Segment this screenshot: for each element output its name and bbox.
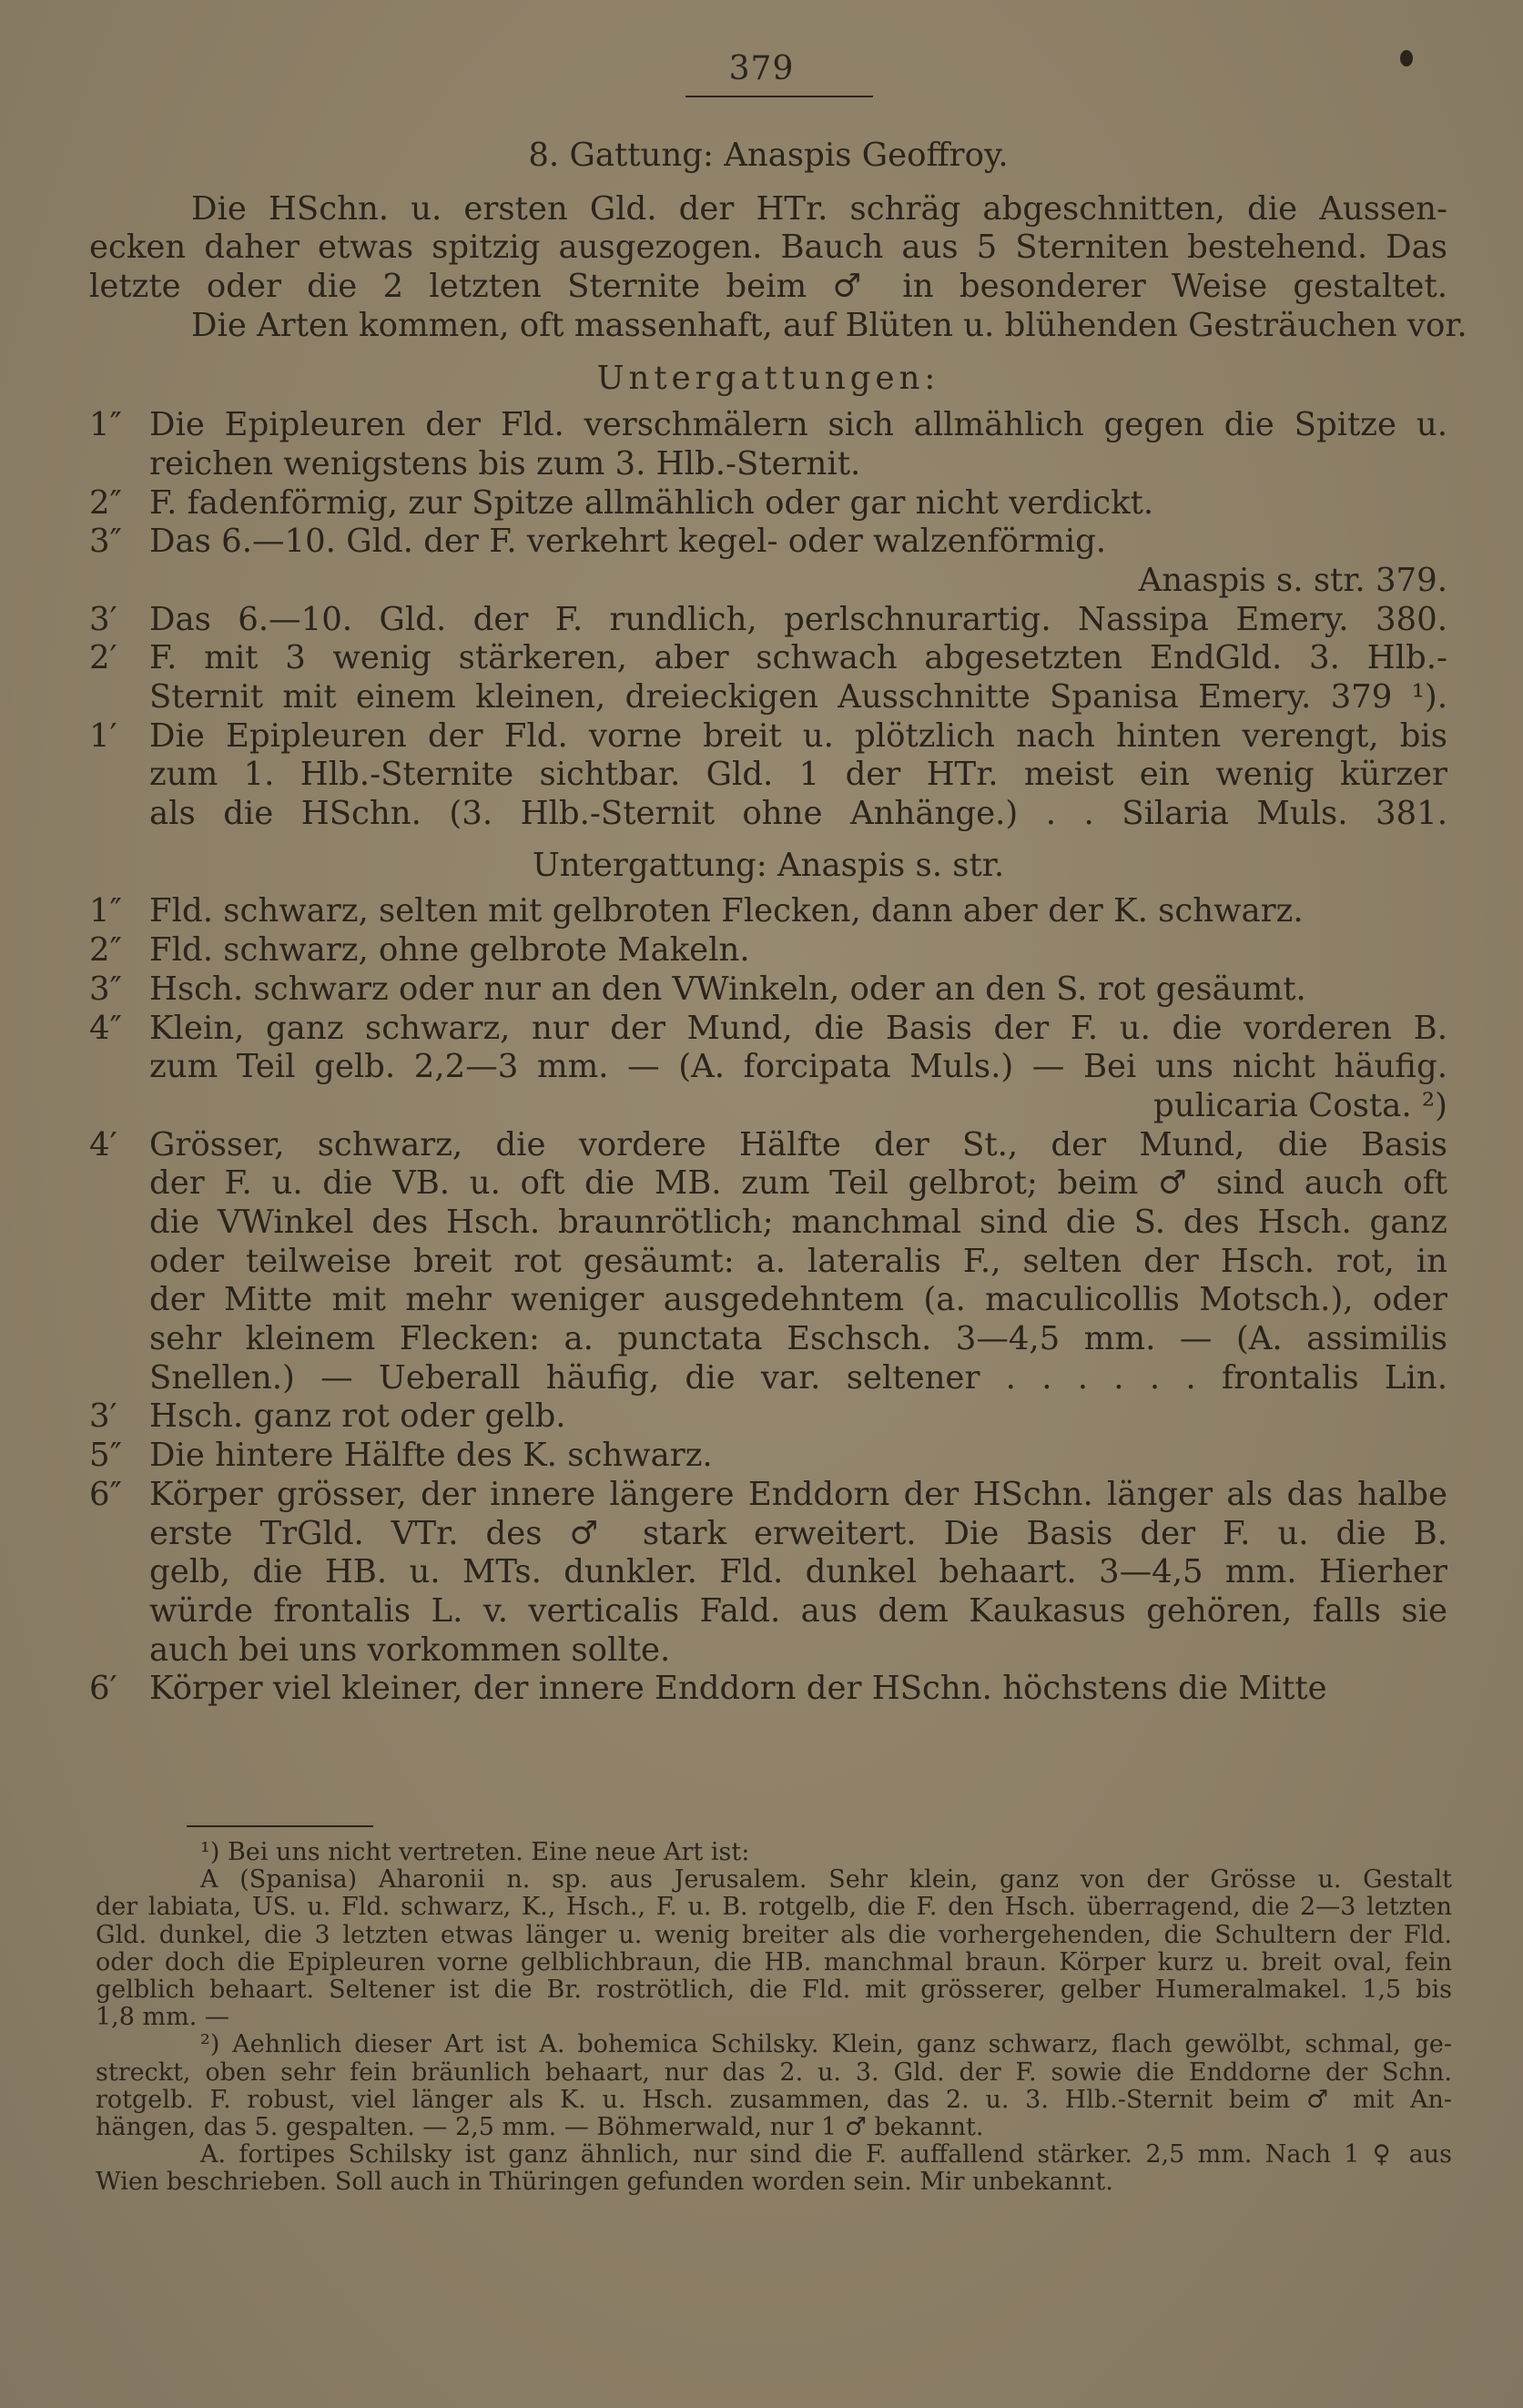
- footnote-line: A. fortipes Schilsky ist ganz ähnlich, nur sind die F. auffallend stärker. 2,5 mm. Nach 1 ♀ aus: [200, 2140, 1452, 2169]
- footnote-line: Gld. dunkel, die 3 letzten etwas länger u. wenig breiter als die vorhergehenden, die Schultern der Fld.: [96, 1920, 1452, 1949]
- key-line: würde frontalis L. v. verticalis Fald. aus dem Kaukasus gehören, falls sie: [149, 1591, 1447, 1630]
- key-line: der F. u. die VB. u. oft die MB. zum Teil gelbrot; beim ♂ sind auch oft: [149, 1164, 1447, 1203]
- intro-line: letzte oder die 2 letzten Sternite beim ♂ in besonderer Weise gestaltet.: [89, 268, 1447, 306]
- key-number: 3′: [89, 1397, 117, 1436]
- key-entry: [89, 970, 1447, 1010]
- key-number: 6″: [89, 1475, 122, 1513]
- key-entry: [89, 892, 1447, 931]
- key-number: 1″: [89, 892, 122, 930]
- key-entry: [89, 1437, 1447, 1476]
- footnote-line: ¹) Bei uns nicht vertreten. Eine neue Art ist:: [200, 1838, 750, 1866]
- footnote-line: 1,8 mm. —: [96, 2003, 229, 2032]
- intro-line: Die HSchn. u. ersten Gld. der HTr. schräg abgeschnitten, die Aussen-: [191, 189, 1447, 228]
- key-number: 3″: [89, 970, 122, 1008]
- page-number: 379: [728, 50, 795, 87]
- key-line: Körper viel kleiner, der innere Enddorn der HSchn. höchstens die Mitte: [149, 1670, 1327, 1708]
- key-line: Die Epipleuren der Fld. verschmälern sich allmählich gegen die Spitze u.: [149, 406, 1447, 444]
- key-number: [89, 562, 149, 601]
- key-line: Körper grösser, der innere längere Enddorn der HSchn. länger als das halbe: [149, 1475, 1447, 1513]
- key-line: die VWinkel des Hsch. braunrötlich; manchmal sind die S. des Hsch. ganz: [149, 1203, 1447, 1241]
- footnote-line: oder doch die Epipleuren vorne gelblichbraun, die HB. manchmal braun. Körper kurz u. breit oval, fein: [96, 1947, 1452, 1976]
- intro-line: ecken daher etwas spitzig ausgezogen. Bauch aus 5 Sterniten bestehend. Das: [89, 229, 1447, 267]
- key-line: F. mit 3 wenig stärkeren, aber schwach abgesetzten EndGld. 3. Hlb.-: [149, 639, 1447, 677]
- key-line: Sternit mit einem kleinen, dreieckigen Ausschnitte Spanisa Emery. 379 ¹).: [149, 677, 1447, 716]
- footnote-line: A (Spanisa) Aharonii n. sp. aus Jerusalem. Sehr klein, ganz von der Grösse u. Gestalt: [200, 1865, 1452, 1895]
- untergattungen-heading: Untergattungen:: [596, 360, 940, 398]
- key-entry: [89, 1476, 1447, 1670]
- footnote-line: hängen, das 5. gespalten. — 2,5 mm. — Böhmerwald, nur 1 ♂ bekannt.: [96, 2112, 984, 2141]
- key-line: Klein, ganz schwarz, nur der Mund, die Basis der F. u. die vorderen B.: [149, 1009, 1447, 1047]
- key-entry: [89, 717, 1447, 834]
- key-entry: [89, 1670, 1447, 1709]
- key-entry: [89, 931, 1447, 970]
- key-number: 1′: [89, 716, 117, 755]
- key-number: 4′: [89, 1125, 117, 1163]
- key-line: Die hintere Hälfte des K. schwarz.: [149, 1437, 713, 1475]
- key-number: 3″: [89, 523, 122, 561]
- key-line: als die HSchn. (3. Hlb.-Sternit ohne Anhänge.) . . Silaria Muls. 381.: [149, 795, 1447, 833]
- key-line: Grösser, schwarz, die vordere Hälfte der St., der Mund, die Basis: [149, 1125, 1447, 1163]
- key-number: 2″: [89, 483, 122, 522]
- key-entry: [89, 562, 1447, 601]
- key-entry: [89, 1397, 1447, 1437]
- main-text: [89, 137, 1467, 1709]
- footnote-line: ²) Aehnlich dieser Art ist A. bohemica Schilsky. Klein, ganz schwarz, flach gewölbt, schmal, ge-: [200, 2030, 1452, 2059]
- key-line: erste TrGld. VTr. des ♂ stark erweitert. Die Basis der F. u. die B.: [149, 1514, 1447, 1552]
- key-number: 3′: [89, 600, 117, 638]
- key-number: 2′: [89, 639, 117, 677]
- key-line: der Mitte mit mehr weniger ausgedehntem (a. maculicollis Motsch.), oder: [149, 1281, 1447, 1319]
- key-entry: [89, 484, 1447, 523]
- subgenus-key: [89, 406, 1447, 834]
- key-line: F. fadenförmig, zur Spitze allmählich oder gar nicht verdickt.: [149, 483, 1154, 522]
- key-entry: [89, 523, 1447, 562]
- key-number: 4″: [89, 1009, 122, 1047]
- footnote-line: gelblich behaart. Seltener ist die Br. roströtlich, die Fld. mit grösserer, gelber Humeralmakel. 1,5 bis: [96, 1975, 1452, 2004]
- key-line: pulicaria Costa. ²): [1153, 1086, 1447, 1124]
- key-line: oder teilweise breit rot gesäumt: a. lateralis F., selten der Hsch. rot, in: [149, 1242, 1447, 1280]
- footnotes: [96, 1839, 1452, 2196]
- intro-line: Die Arten kommen, oft massenhaft, auf Blüten u. blühenden Gesträuchen vor.: [191, 306, 1467, 344]
- key-entry: [89, 1010, 1447, 1126]
- key-number: 6′: [89, 1670, 117, 1708]
- key-number: 5″: [89, 1437, 122, 1475]
- key-line: Anaspis s. str. 379.: [1138, 561, 1447, 599]
- key-number: 1″: [89, 406, 122, 444]
- key-line: Fld. schwarz, selten mit gelbroten Flecken, dann aber der K. schwarz.: [149, 892, 1304, 930]
- key-line: zum 1. Hlb.-Sternite sichtbar. Gld. 1 der HTr. meist ein wenig kürzer: [149, 756, 1447, 794]
- footnote-line: rotgelb. F. robust, viel länger als K. u. Hsch. zusammen, das 2. u. 3. Hlb.-Sternit beim ♂ mit An-: [96, 2085, 1452, 2114]
- key-line: zum Teil gelb. 2,2—3 mm. — (A. forcipata Muls.) — Bei uns nicht häufig.: [149, 1048, 1447, 1086]
- footnote-line: Wien beschrieben. Soll auch in Thüringen gefunden worden sein. Mir unbekannt.: [96, 2168, 1113, 2197]
- genus-heading: 8. Gattung: Anaspis Geoffroy.: [528, 137, 1009, 174]
- subgenus-heading: Untergattung: Anaspis s. str.: [532, 846, 1005, 884]
- key-number: 2″: [89, 931, 122, 970]
- key-entry: [89, 639, 1447, 716]
- key-line: Fld. schwarz, ohne gelbrote Makeln.: [149, 931, 750, 970]
- key-line: gelb, die HB. u. MTs. dunkler. Fld. dunkel behaart. 3—4,5 mm. Hierher: [149, 1553, 1447, 1591]
- key-line: Hsch. schwarz oder nur an den VWinkeln, oder an den S. rot gesäumt.: [149, 970, 1306, 1008]
- key-line: Das 6.—10. Gld. der F. verkehrt kegel- oder walzenförmig.: [149, 523, 1107, 561]
- key-line: Snellen.) — Ueberall häufig, die var. seltener . . . . . . frontalis Lin.: [149, 1358, 1447, 1397]
- ink-speck: [1400, 50, 1413, 66]
- key-line: auch bei uns vorkommen sollte.: [149, 1631, 671, 1669]
- footnote-line: streckt, oben sehr fein bräunlich behaart, nur das 2. u. 3. Gld. der F. sowie die Enddorne der Schn.: [96, 2057, 1452, 2087]
- key-line: Die Epipleuren der Fld. vorne breit u. plötzlich nach hinten verengt, bis: [149, 716, 1447, 755]
- page-number-rule: [685, 96, 873, 97]
- key-entry: [89, 601, 1447, 640]
- key-entry: [89, 406, 1447, 483]
- key-line: sehr kleinem Flecken: a. punctata Eschsch. 3—4,5 mm. — (A. assimilis: [149, 1320, 1447, 1358]
- key-line: Hsch. ganz rot oder gelb.: [149, 1397, 566, 1436]
- species-key: [89, 892, 1447, 1709]
- key-line: Das 6.—10. Gld. der F. rundlich, perlschnurartig. Nassipa Emery. 380.: [149, 600, 1447, 638]
- key-line: reichen wenigstens bis zum 3. Hlb.-Sternit.: [149, 444, 861, 483]
- footnote-line: der labiata, US. u. Fld. schwarz, K., Hsch., F. u. B. rotgelb, die F. den Hsch. überragend, die 2—3 letzten: [96, 1893, 1452, 1922]
- key-entry: [89, 1126, 1447, 1398]
- footnote-rule: [187, 1825, 373, 1827]
